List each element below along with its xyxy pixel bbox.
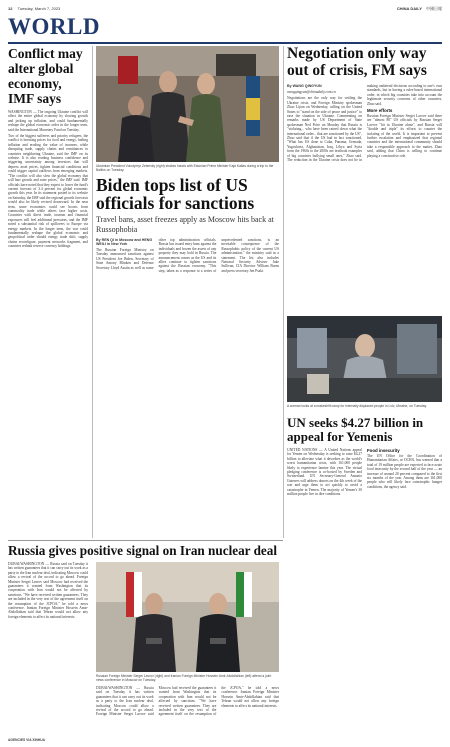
imf-headline: Conflict may alter global economy, IMF says [8, 46, 83, 106]
biden-byline: By REN QI in Moscow and HENG WEILI in New York [96, 238, 153, 246]
nuclear-text-2: DUBAI/WASHINGTON — Russia said on Tuesday it has written guarantees that it can carry out its work as a party to the Iran nuclear deal, indicating Moscow could allow a revival of the accord to go ahead. Foreign Minister Sergei Lavrov said Moscow had received the guarantees it wanted from Washington that its cooperation with Iran would not be affected by sanctions. "We have received written guarantees. They are included in the very text of the agreement itself on the resumption of the JCPOA," he told a news conference. Iranian Foreign Minister Hossein Amir-Abdollahian said that Tehran would not allow any foreign elements to affect its national interests. [96, 686, 279, 717]
col-divider-2 [283, 46, 284, 538]
lavrov-photo-caption: Russian Foreign Minister Sergei Lavrov (right) and Iranian Foreign Minister Hossein Amir-Abdollahian (left) attend a joint news conference in Moscow on Tuesday. [96, 674, 272, 682]
negotiation-text: Negotiations are the only way for settling the Ukraine crisis, and Foreign Ministry spokesman Zhao Lijian on Wednesday, calling on the United States to "stand on the side of peace and justice" to ease the situation in Ukraine. Commenting on remarks made by US Department of State spokesman Ned Price on Monday that Russia is "violating... who have been rained down what the international order... that are sanctioned by the US", Zhao said that if the US had in fact sanctioned, "What has US done to Cuba, Panama, Grenada, Yugoslavia, Afghanistan, Iraq, Libya and Syria from the 1960s to the 2000s are textbook examples of big countries bullying small ones," Zhao said. The reduction in the Ukraine crisis does not lie in making unilateral decisions according to one's own standards, but in having a rules-based international order, in which big countries take into account the legitimate security concerns of other countries, Zhao said. [287, 84, 442, 163]
lviv-photo [287, 316, 442, 402]
lavrov-photo-illustration [96, 562, 279, 672]
un-text: UNITED NATIONS — A United Nations appeal for Yemen on Wednesday is seeking to raise $4.27 billion to alleviate what it describes as the world's worst humanitarian crisis, with 161,000 people likely to experience famine this year. The virtual pledging conference is co-hosted by Sweden and Switzerland. UN Secretary-General Antonio Guterres will address donors on the 4th week of the war and urge them to act quickly to avoid a catastrophe in Yemen. The majority of Yemen's 30 million people live in dire conditions. [287, 448, 362, 497]
negotiation-email: wangqingyun@chinadaily.com.cn [287, 90, 336, 94]
negotiation-headline: Negotiation only way out of crisis, FM says [287, 45, 427, 79]
section-title: WORLD [8, 14, 100, 39]
lviv-photo-illustration [287, 316, 442, 402]
negotiation-text-2: Russian Foreign Minister Sergei Lavrov said there are "almost 80" US officials by Russian Sergei Lavrov "hit in Ukraine alone", and Russia will "double and triple" its efforts to counter the isolating of the world. It is important to prevent further escalation and emphasized that regional countries and the international community should take a responsible approach to the matter, Zhao said, adding that China is willing to continue playing a constructive role. [367, 114, 442, 158]
un-headline: UN seeks $4.27 billion in appeal for Yemenis [287, 415, 424, 444]
issue-date: Tuesday, March 7, 2023 [17, 6, 61, 11]
biden-text: The Russian Foreign Ministry on Tuesday announced sanctions against US President Joe Biden, Secretary of State Antony Blinken and Defense Secretary Lloyd Austin as well as some other top administration officials. Russia has issued entry bans against the individuals and frozen the assets of any property they may hold in Russia. The announcement comes as the US and its allies continue to tighten sanctions against the Russian economy. "This step, taken as a response to a series of unprecedented sanctions, is an inevitable consequence of the Russophobic policy of the current US administration," the ministry said in a statement. The list also includes National Security Adviser Jake Sullivan, CIA Director William Burns and press secretary Jen Psaki. [96, 238, 279, 273]
imf-dateline: WASHINGTON — The ongoing Ukraine conflict will affect the entire global economy by slowing growth and jacking up inflation, and could fundamentally reshape the global economic order in the longer term, said the International Monetary Fund on Tuesday. [8, 110, 88, 132]
negotiation-byline: By WANG QINGYUN [287, 84, 322, 88]
lavrov-photo [96, 562, 279, 672]
agency-credit: AGENCIES VIA XINHUA [8, 738, 46, 742]
negotiation-body [287, 84, 442, 314]
nuclear-text: DUBAI/WASHINGTON — Russia said on Tuesday it has written guarantees that it can carry out its work as a party to the Iran nuclear deal, indicating Moscow could allow a revival of the accord to go ahead. Foreign Minister Sergei Lavrov said Moscow had received the guarantees it wanted from Washington that its cooperation with Iran would not be affected by sanctions. "We have received written guarantees. They are included in the very text of the agreement itself on the resumption of the JCPOA," he told a news conference. Iranian Foreign Minister Hossein Amir-Abdollahian said that Tehran would not allow any foreign elements to affect its national interests. [8, 562, 88, 619]
negotiation-subhead: More efforts [367, 108, 393, 114]
imf-body: Two of the biggest sufferers and priority refugees, the conflict is boosting prices for food and energy, fueling inflation and eroding the value of incomes, while disrupting trade, supply chains and remittances to countries neighboring Ukraine, said the IMF on its website. It is also eroding business confidence and triggering uncertainty among investors that will depress asset prices, tighten financial conditions and could trigger capital outflows from emerging markets. "The conflict will also slow the global economy that will hurt growth and raise prices," the IMF said. IMF officials have noted that they expect to lower the fund's current forecast of 3.4 percent for global economic growth this year. In its statement posted to its website on Saturday, the IMF said the regional growth forecasts would also be likely revised downward. In the near term, some economies could see boosts from commodity trade while others face higher costs. Countries with direct trade, tourism and financial exposures will feel additional pressures, and the IMF noted a substantial risk of spillovers to Europe via energy markets. In the longer term, the war could fundamentally reshape the global economic and geopolitical order should energy trade shift, supply chains reconfigure, payment networks fragment, and countries rethink reserve currency holdings. [8, 134, 88, 249]
biden-subhead: Travel bans, asset freezes apply as Moscow hits back at Russophobia [96, 215, 274, 234]
lower-rule [8, 540, 283, 541]
biden-headline: Biden tops list of US officials for sanctions [96, 175, 255, 213]
imf-story [8, 46, 88, 538]
un-subhead: Food insecurity [367, 448, 400, 453]
lviv-photo-caption: A woman looks at a makeshift camp for internally displaced people in Lviv, Ukraine, on Tuesday. [287, 404, 427, 408]
un-text-2: The UN Office for the Coordination of Humanitarian Affairs, or OCHA, has warned that a total of 19 million people are expected to face acute food insecurity by the second half of the year — an increase of around 20 percent compared to the first six months of the year. Among them are 161,000 people who will likely face catastrophic hunger conditions, the agency said. [367, 454, 442, 489]
zelensky-photo-caption: Ukrainian President Volodymyr Zelensky (right) shakes hands with Estonian Prime Minister Kaja Kallas during a trip to the Baltics on Tuesday. [96, 164, 274, 172]
nuclear-body [8, 562, 88, 742]
brand: CHINA DAILY [396, 6, 422, 11]
col-divider-1 [92, 46, 93, 538]
nuclear-body-2 [96, 686, 279, 742]
biden-body [96, 238, 279, 378]
brand-cn: 中國日報 [426, 6, 442, 11]
zelensky-photo [96, 46, 279, 162]
header-rule [8, 42, 442, 44]
nuclear-headline: Russia gives positive signal on Iran nuclear deal [8, 543, 278, 558]
page-number: 12 [8, 6, 13, 11]
un-body [287, 448, 442, 736]
photo-illustration [96, 46, 279, 162]
